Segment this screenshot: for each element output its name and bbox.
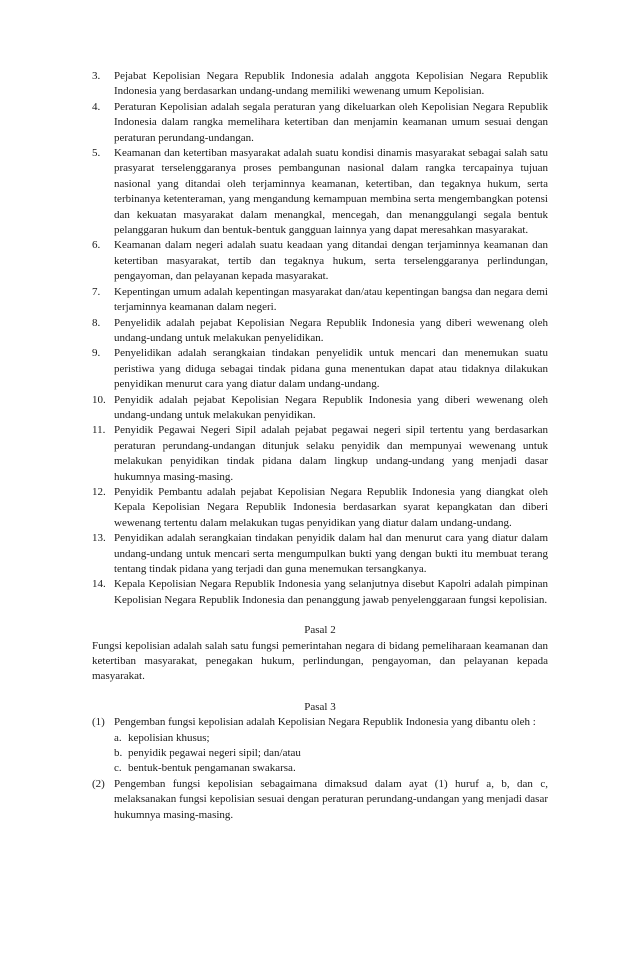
item-text: Kepentingan umum adalah kepentingan masyarakat dan/atau kepentingan bangsa dan negara demi terjaminnya keamanan dalam negeri. bbox=[114, 285, 548, 314]
pasal-3-heading: Pasal 3 bbox=[304, 700, 336, 713]
list-item bbox=[92, 100, 548, 146]
pasal-2-text: Fungsi kepolisian adalah salah satu fungsi pemerintahan negara di bidang pemeliharaan keamanan dan ketertiban masyarakat, penegakan hukum, perlindungan, pengayoman, dan pelayanan kepada masyarakat. bbox=[92, 639, 548, 683]
item-number: 14. bbox=[92, 578, 106, 591]
item-text: Keamanan dalam negeri adalah suatu keadaan yang ditandai dengan terjaminnya keamanan dan ketertiban masyarakat, tertib dan tegaknya hukum, serta terselenggaranya perlindungan, pengayoman, dan pelayanan kepada masyarakat. bbox=[114, 239, 548, 283]
document-page bbox=[92, 69, 548, 823]
sub-number: c. bbox=[114, 762, 122, 775]
sub-item bbox=[114, 746, 548, 761]
item-text: Keamanan dan ketertiban masyarakat adalah suatu kondisi dinamis masyarakat sebagai salah satu prasyarat terselenggaranya proses pembangunan nasional dalam rangka tercapainya tujuan nasional yang ditandai oleh terjaminnya keamanan, ketertiban, dan tegaknya hukum, serta terbinanya ketenteraman, yang mengandung kemampuan membina serta mengembangkan potensi dan kekuatan masyarakat dalam menangkal, mencegah, dan menanggulangi segala bentuk pelanggaran hukum dan bentuk-bentuk gangguan lainnya yang dapat meresahkan masyarakat. bbox=[114, 147, 548, 237]
definition-list bbox=[92, 69, 548, 608]
sub-number: b. bbox=[114, 747, 123, 760]
sub-number: a. bbox=[114, 731, 122, 744]
list-item bbox=[92, 146, 548, 238]
item-text: Penyidikan adalah serangkaian tindakan penyidik dalam hal dan menurut cara yang diatur dalam undang-undang untuk mencari serta mengumpulkan bukti yang dengan bukti itu membuat terang tentang tindak pidana yang terjadi dan guna menemukan tersangkanya. bbox=[114, 532, 548, 575]
item-number: 5. bbox=[92, 147, 101, 160]
list-item bbox=[92, 69, 548, 100]
item-number: 3. bbox=[92, 70, 101, 82]
item-number: 7. bbox=[92, 285, 101, 298]
item-text: Pejabat Kepolisian Negara Republik Indonesia adalah anggota Kepolisian Negara Republik Indonesia yang berdasarkan undang-undang memiliki wewenang umum Kepolisian. bbox=[114, 70, 548, 98]
item-number: 9. bbox=[92, 347, 101, 360]
list-item bbox=[92, 485, 548, 531]
item-number: 6. bbox=[92, 239, 101, 252]
list-item bbox=[92, 531, 548, 577]
sub-item bbox=[114, 731, 548, 746]
list-item bbox=[92, 285, 548, 316]
ayat-text: Pengemban fungsi kepolisian adalah Kepolisian Negara Republik Indonesia yang dibantu oleh : bbox=[114, 716, 536, 729]
sub-item bbox=[114, 761, 548, 776]
item-text: Penyidik adalah pejabat Kepolisian Negara Republik Indonesia yang diberi wewenang oleh undang-undang untuk melakukan penyidikan. bbox=[114, 393, 548, 421]
item-text: Kepala Kepolisian Negara Republik Indonesia yang selanjutnya disebut Kapolri adalah pimpinan Kepolisian Negara Republik Indonesia dan penanggung jawab penyelenggaraan fungsi kepolisian. bbox=[114, 578, 548, 606]
pasal-2-heading: Pasal 2 bbox=[304, 624, 336, 637]
item-text: Penyidik Pembantu adalah pejabat Kepolisian Negara Republik Indonesia yang diangkat oleh Kepala Kepolisian Negara Republik Indonesia berdasarkan syarat kepangkatan dan diberi wewenang tertentu dalam melakukan tugas penyidikan yang diatur dalam undang-undang. bbox=[114, 485, 548, 529]
list-item bbox=[92, 346, 548, 392]
item-text: Penyelidikan adalah serangkaian tindakan penyelidik untuk mencari dan menemukan suatu peristiwa yang diduga sebagai tindak pidana guna menentukan dapat atau tidaknya dilakukan penyidikan menurut cara yang diatur dalam undang-undang. bbox=[114, 347, 548, 391]
item-number: 12. bbox=[92, 485, 106, 498]
sub-text: bentuk-bentuk pengamanan swakarsa. bbox=[128, 762, 296, 775]
ayat-text: Pengemban fungsi kepolisian sebagaimana dimaksud dalam ayat (1) huruf a, b, dan c, melaksanakan fungsi kepolisian sesuai dengan peraturan perundang-undangan yang menjadi dasar hukumnya masing-masing. bbox=[114, 777, 548, 821]
sub-text: kepolisian khusus; bbox=[128, 731, 210, 744]
ayat-1 bbox=[92, 715, 548, 777]
item-number: 4. bbox=[92, 100, 101, 113]
item-text: Peraturan Kepolisian adalah segala peraturan yang dikeluarkan oleh Kepolisian Negara Republik Indonesia dalam rangka memelihara ketertiban dan menjamin keamanan umum sesuai dengan peraturan perundang-undangan. bbox=[114, 100, 548, 144]
list-item bbox=[92, 316, 548, 347]
list-item bbox=[92, 577, 548, 608]
ayat-2 bbox=[92, 777, 548, 823]
item-text: Penyidik Pegawai Negeri Sipil adalah pejabat pegawai negeri sipil tertentu yang berdasarkan peraturan perundang-undangan ditunjuk selaku penyidik dan mempunyai wewenang untuk melakukan penyidikan tindak pidana dalam lingkup undang-undang yang menjadi dasar hukumnya masing-masing. bbox=[114, 424, 548, 483]
sub-text: penyidik pegawai negeri sipil; dan/atau bbox=[128, 747, 301, 760]
item-number: 13. bbox=[92, 532, 106, 545]
list-item bbox=[92, 393, 548, 424]
list-item bbox=[92, 423, 548, 485]
item-number: 11. bbox=[92, 424, 106, 437]
ayat-number: (1) bbox=[92, 716, 105, 729]
item-number: 8. bbox=[92, 316, 101, 329]
ayat-number: (2) bbox=[92, 777, 105, 790]
sub-list bbox=[114, 731, 548, 777]
item-text: Penyelidik adalah pejabat Kepolisian Negara Republik Indonesia yang diberi wewenang oleh undang-undang untuk melakukan penyelidikan. bbox=[114, 316, 548, 344]
list-item bbox=[92, 238, 548, 284]
item-number: 10. bbox=[92, 393, 106, 406]
